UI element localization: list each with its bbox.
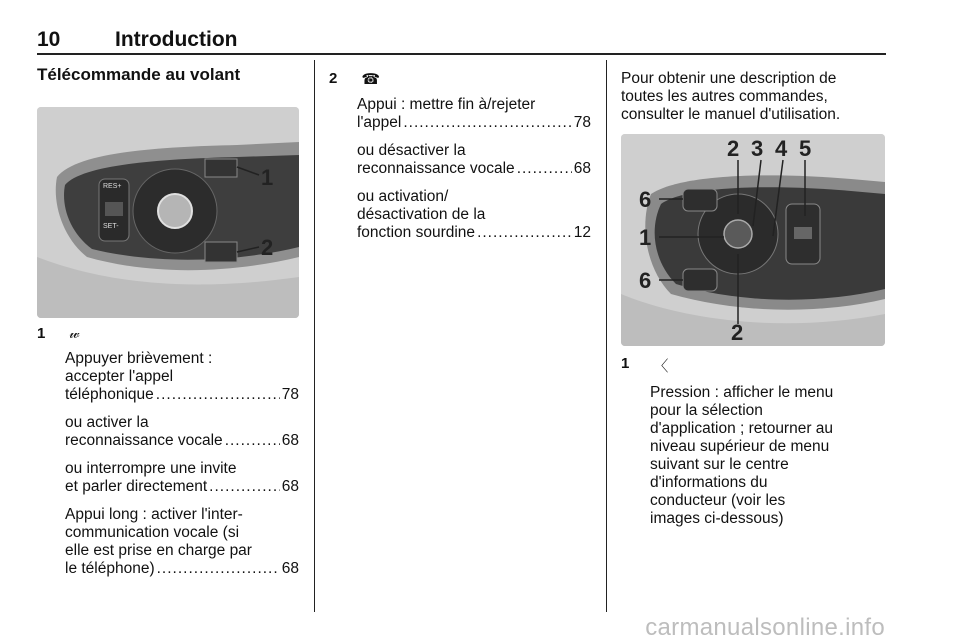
text-line: ou activation/ xyxy=(357,188,449,205)
callout-2: 2 xyxy=(727,136,740,161)
callout-2-bottom: 2 xyxy=(731,320,744,345)
text-line: conducteur (voir les xyxy=(650,492,786,509)
item-number: 2 xyxy=(329,70,338,87)
text-line: Appui : mettre fin à/rejeter xyxy=(357,96,536,113)
chevron-left-icon: 〈 xyxy=(653,358,669,375)
set-minus-label: SET- xyxy=(103,223,119,230)
callout-4: 4 xyxy=(775,136,788,161)
item-number: 1 xyxy=(621,355,630,372)
text-line: consulter le manuel d'utilisation. xyxy=(621,106,841,123)
text-line: ou interrompre une invite xyxy=(65,460,237,477)
column-2-text xyxy=(329,70,591,242)
toc-entry xyxy=(65,432,299,450)
toc-entry xyxy=(357,224,591,242)
entry-label: et parler directement xyxy=(65,478,208,495)
hang-up-icon: ☎ xyxy=(361,71,381,88)
chapter-title: Introduction xyxy=(115,28,238,51)
watermark: carmanualsonline.info xyxy=(645,614,885,641)
callout-1: 1 xyxy=(261,165,274,190)
entry-label: le téléphone) xyxy=(65,560,155,577)
text-line: suivant sur le centre xyxy=(650,456,789,473)
callout-1: 1 xyxy=(639,225,652,250)
text-line: accepter l'appel xyxy=(65,368,174,385)
steering-wheel-right-illustration xyxy=(621,134,885,346)
text-line: d'informations du xyxy=(650,474,768,491)
entry-page: 78 xyxy=(281,386,299,403)
toc-entry xyxy=(65,478,299,496)
text-line: désactivation de la xyxy=(357,206,486,223)
entry-page: 68 xyxy=(573,160,591,177)
item-number: 1 xyxy=(37,325,46,342)
text-line: elle est prise en charge par xyxy=(65,542,252,559)
entry-label: reconnaissance vocale xyxy=(65,432,223,449)
text-line: ou activer la xyxy=(65,414,149,431)
callout-6-bottom: 6 xyxy=(639,268,652,293)
page-number: 10 xyxy=(37,28,61,51)
steering-wheel-right-figure xyxy=(621,134,885,346)
column-3-item xyxy=(621,355,886,528)
text-line: communication vocale (si xyxy=(65,524,240,541)
entry-label: fonction sourdine xyxy=(357,224,476,241)
toc-entry xyxy=(357,160,591,178)
text-line: images ci-dessous) xyxy=(650,510,784,527)
steering-wheel-left-figure xyxy=(37,107,299,318)
text-line: pour la sélection xyxy=(650,402,763,419)
toc-entry xyxy=(65,386,299,404)
header-rule xyxy=(37,53,886,55)
res-plus-label: RES+ xyxy=(103,183,122,190)
entry-label: reconnaissance vocale xyxy=(357,160,515,177)
phone-voice-icon: 𝓌 xyxy=(69,325,80,342)
text-line: Pression : afficher le menu xyxy=(650,384,834,401)
column-divider xyxy=(314,60,315,612)
entry-page: 68 xyxy=(281,432,299,449)
text-line: Appui long : activer l'inter- xyxy=(65,506,243,523)
column-divider xyxy=(606,60,607,612)
callout-3: 3 xyxy=(751,136,764,161)
text-line: toutes les autres commandes, xyxy=(621,88,828,105)
entry-label: l'appel xyxy=(357,114,402,131)
text-line: niveau supérieur de menu xyxy=(650,438,830,455)
entry-page: 12 xyxy=(573,224,591,241)
callout-5: 5 xyxy=(799,136,812,161)
entry-page: 68 xyxy=(281,478,299,495)
entry-page: 78 xyxy=(573,114,591,131)
text-line: Pour obtenir une description de xyxy=(621,70,837,87)
entry-label: téléphonique xyxy=(65,386,154,403)
entry-page: 68 xyxy=(281,560,299,577)
column-3-intro xyxy=(621,70,886,124)
steering-wheel-left-illustration xyxy=(37,107,299,318)
text-line: ou désactiver la xyxy=(357,142,466,159)
callout-2: 2 xyxy=(261,235,274,260)
toc-entry xyxy=(65,560,299,578)
toc-entry xyxy=(357,114,591,132)
text-line: d'application ; retourner au xyxy=(650,420,834,437)
text-line: Appuyer brièvement : xyxy=(65,350,213,367)
callout-6-top: 6 xyxy=(639,187,652,212)
column-1-text xyxy=(37,325,299,578)
section-title: Télécommande au volant xyxy=(37,65,241,84)
